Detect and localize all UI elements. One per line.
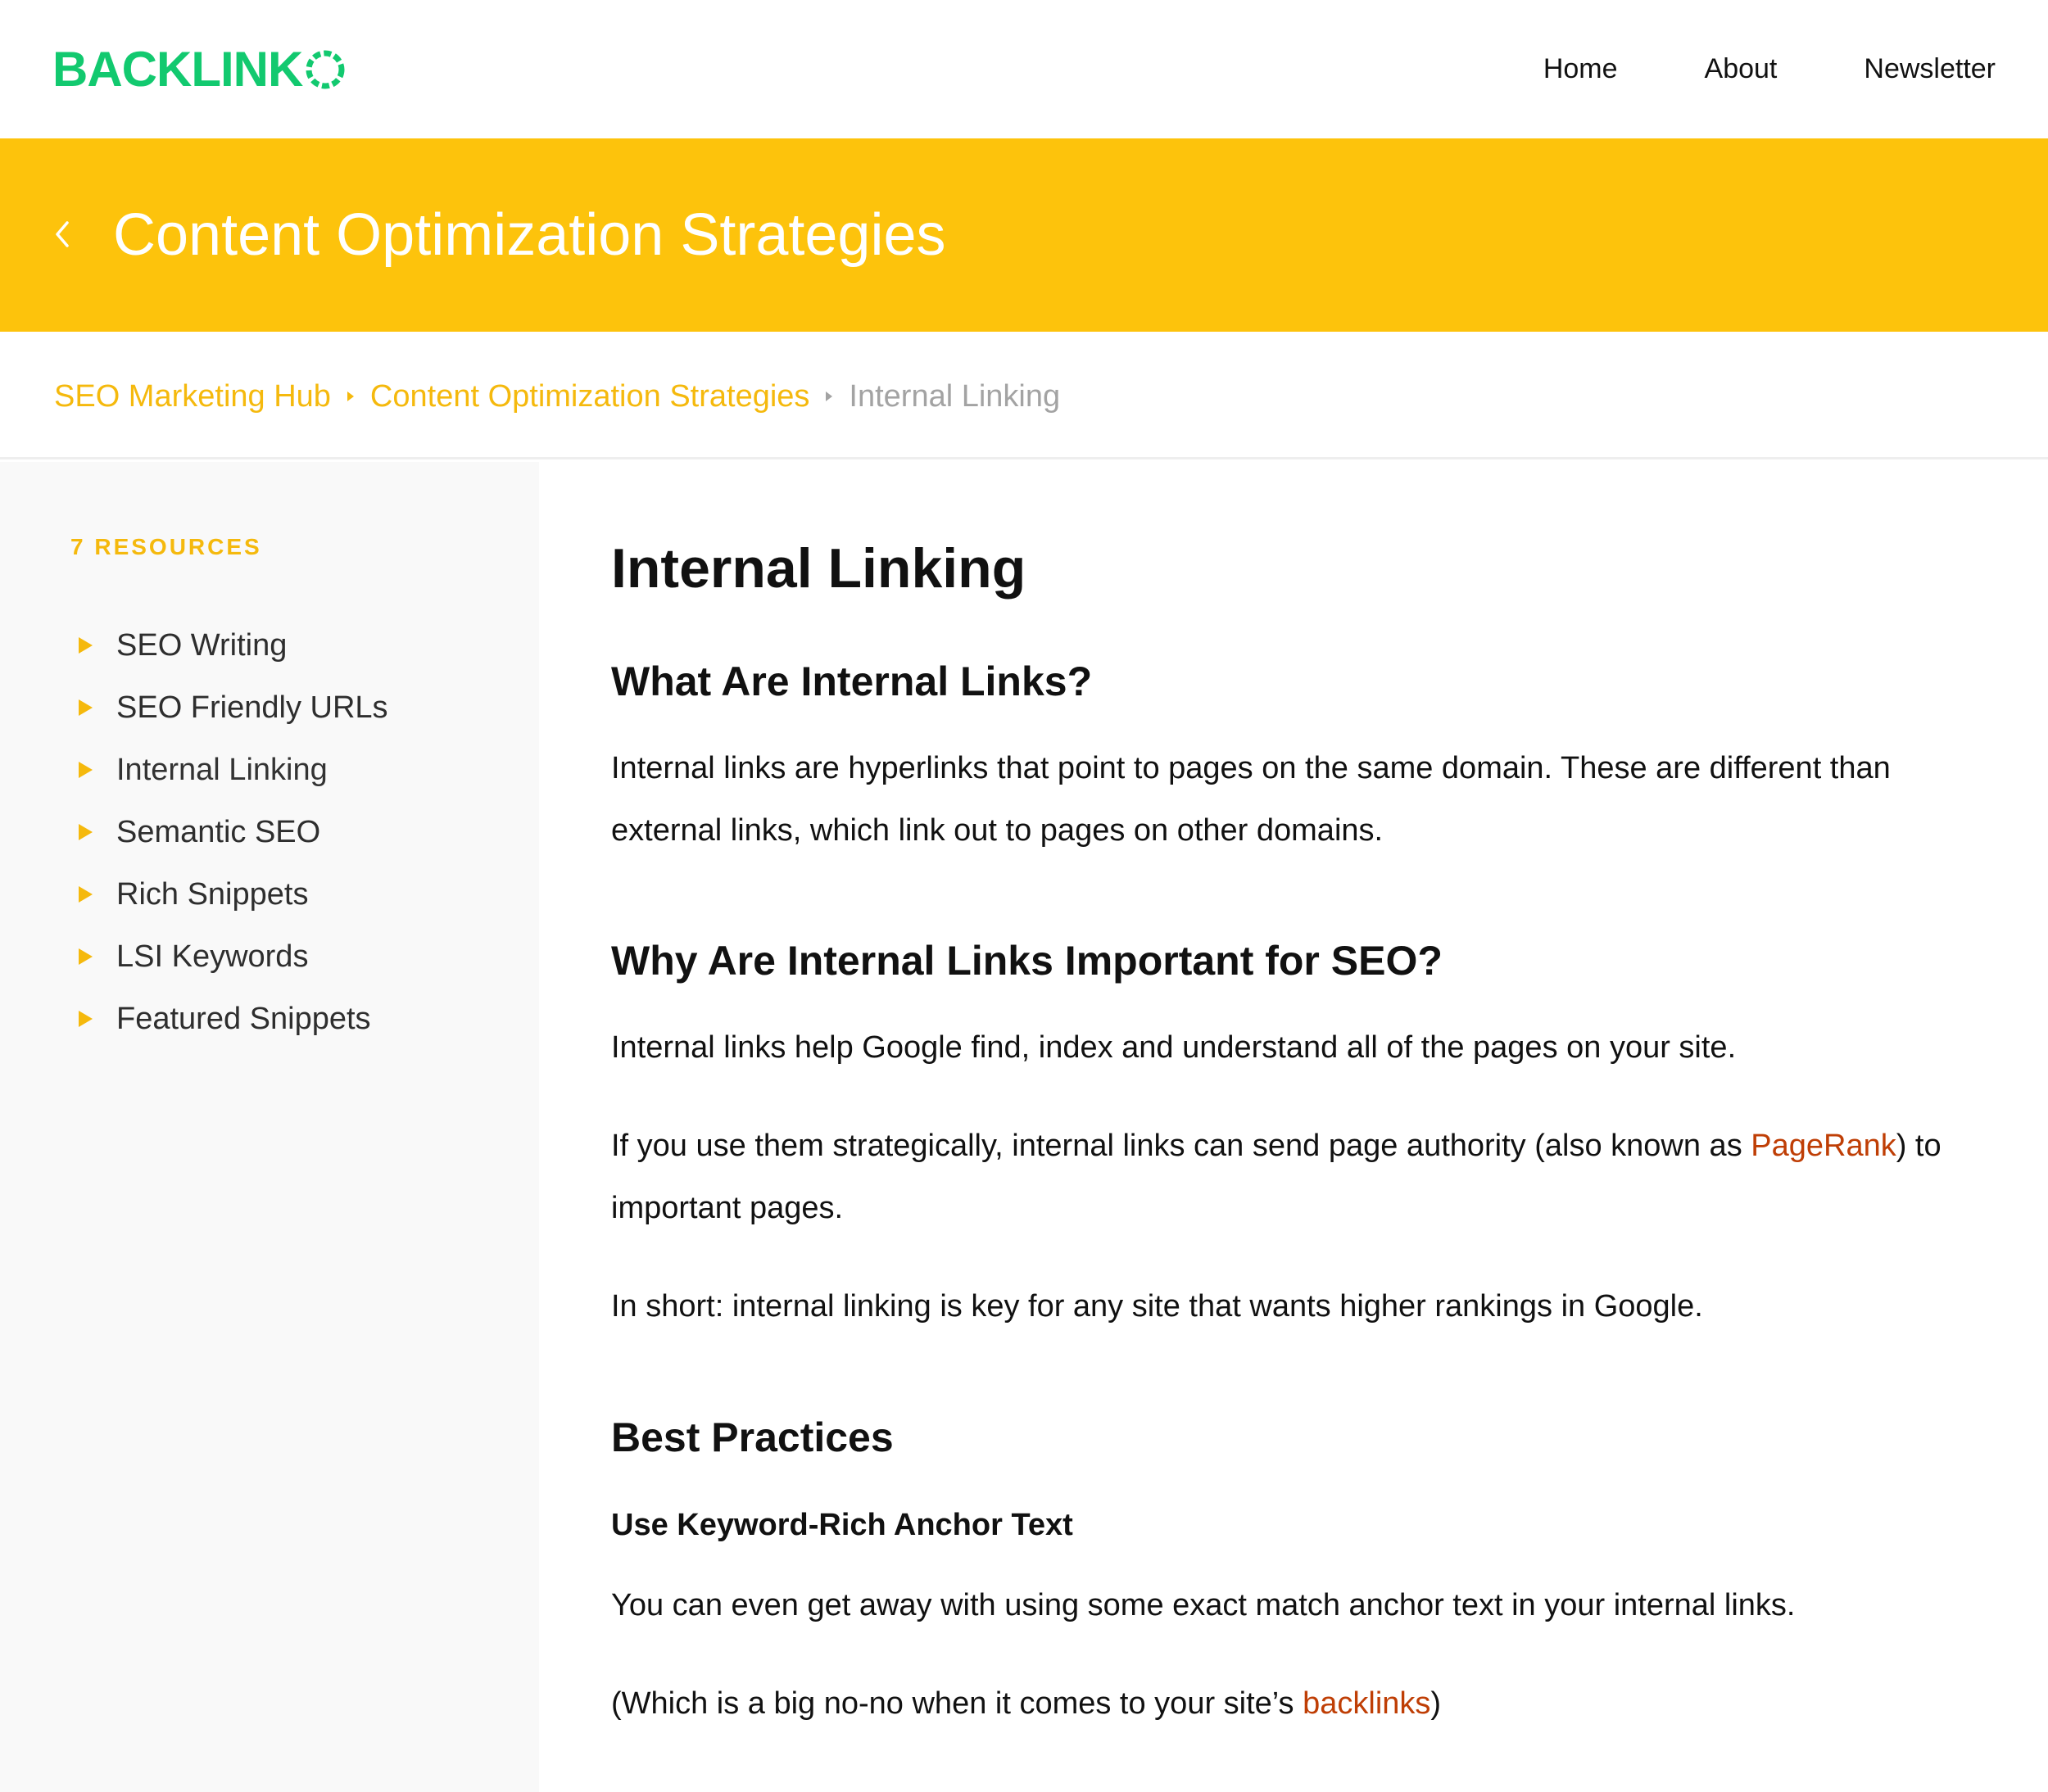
triangle-right-icon (79, 762, 93, 778)
paragraph: Internal links help Google find, index and understand all of the pages on your site. (611, 1030, 1737, 1065)
triangle-right-icon (79, 948, 93, 965)
article-title: Internal Linking (611, 537, 1026, 600)
sidebar-item-semantic-seo[interactable] (79, 801, 388, 863)
paragraph-text: (Which is a big no-no when it comes to your site’s (611, 1686, 1303, 1721)
sidebar-item-label: SEO Writing (116, 627, 288, 663)
sidebar-item-seo-friendly-urls[interactable] (79, 677, 388, 739)
triangle-right-icon (79, 1011, 93, 1027)
sidebar-item-label: LSI Keywords (116, 939, 309, 974)
sidebar-item-label: Semantic SEO (116, 814, 321, 849)
nav-about-link[interactable]: About (1704, 53, 1778, 84)
sidebar-item-label: Internal Linking (116, 752, 328, 787)
paragraph-pagerank (611, 1115, 1971, 1239)
sidebar-item-seo-writing[interactable] (79, 614, 388, 677)
sidebar-list (79, 614, 388, 1050)
paragraph-text: If you use them strategically, internal links can send page authority (also known as (611, 1129, 1751, 1163)
backlinks-link[interactable]: backlinks (1303, 1686, 1431, 1721)
sidebar-item-label: SEO Friendly URLs (116, 690, 388, 725)
paragraph: You can even get away with using some exact match anchor text in your internal links. (611, 1588, 1796, 1622)
logo-o-ring-icon (304, 48, 347, 91)
triangle-right-icon (79, 699, 93, 716)
breadcrumb-current: Internal Linking (849, 379, 1061, 414)
nav-newsletter-link[interactable]: Newsletter (1864, 53, 1996, 84)
paragraph-backlinks (611, 1672, 1971, 1735)
resources-sidebar (0, 462, 539, 1792)
section-heading-best-practices: Best Practices (611, 1414, 894, 1460)
sidebar-item-lsi-keywords[interactable] (79, 925, 388, 988)
breadcrumb-separator-icon (347, 391, 354, 401)
subheading-keyword-rich-anchor-text: Use Keyword-Rich Anchor Text (611, 1508, 1073, 1542)
sidebar-item-rich-snippets[interactable] (79, 863, 388, 925)
banner-title: Content Optimization Strategies (113, 202, 946, 268)
sidebar-item-internal-linking[interactable] (79, 739, 388, 801)
paragraph: Internal links are hyperlinks that point to pages on the same domain. These are different than external links, which link out to pages on other domains. (611, 751, 1891, 848)
triangle-right-icon (79, 637, 93, 654)
breadcrumb-link-seo-marketing-hub[interactable]: SEO Marketing Hub (54, 379, 331, 414)
paragraph-text: ) (1430, 1686, 1442, 1721)
chevron-left-icon[interactable] (51, 218, 74, 251)
breadcrumb (0, 332, 2048, 459)
sidebar-item-label: Featured Snippets (116, 1001, 371, 1036)
breadcrumb-link-content-optimization[interactable]: Content Optimization Strategies (369, 379, 810, 414)
sidebar-item-featured-snippets[interactable] (79, 988, 388, 1050)
paragraph-text: ) to important pages. (611, 1129, 1942, 1225)
backlinko-logo[interactable] (52, 42, 347, 97)
breadcrumb-separator-icon (826, 391, 832, 401)
main-nav (1457, 51, 1996, 87)
triangle-right-icon (79, 886, 93, 903)
hub-banner (0, 138, 2048, 332)
sidebar-item-label: Rich Snippets (116, 876, 309, 912)
section-heading-why-important: Why Are Internal Links Important for SEO? (611, 938, 1443, 984)
nav-home-link[interactable]: Home (1543, 53, 1618, 84)
sidebar-heading: 7 RESOURCES (70, 534, 262, 559)
pagerank-link[interactable]: PageRank (1751, 1129, 1896, 1163)
triangle-right-icon (79, 824, 93, 840)
logo-text: BACKLINK (52, 42, 303, 97)
site-header (0, 0, 2048, 138)
paragraph: In short: internal linking is key for any site that wants higher rankings in Google. (611, 1289, 1703, 1324)
section-heading-what-are-internal-links: What Are Internal Links? (611, 658, 1093, 704)
